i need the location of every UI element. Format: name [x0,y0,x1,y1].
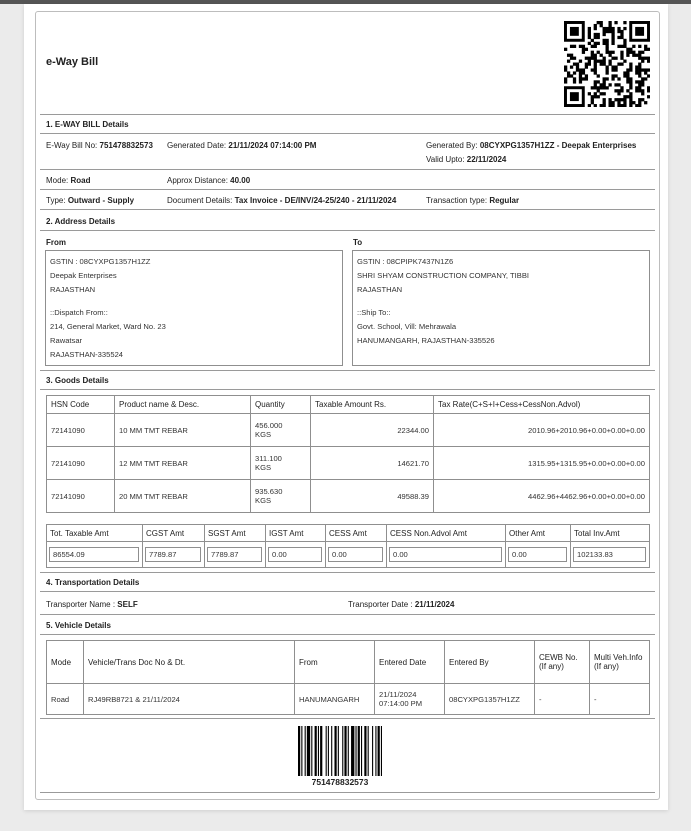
col-from: From [295,641,375,684]
quantity-cell [251,447,311,480]
section3-heading: 3. Goods Details [46,376,109,385]
divider [40,189,655,190]
col-tax-rate: Tax Rate(C+S+I+Cess+CessNon.Advol) [434,396,650,414]
product-cell: 12 MM TMT REBAR [115,447,251,480]
vehicle-header-row [47,641,650,684]
section2-heading: 2. Address Details [46,217,116,226]
totals-divider [46,541,650,542]
divider [40,230,655,231]
cess-field: 0.00 [328,547,383,562]
col-quantity: Quantity [251,396,311,414]
total-inv-label: Total Inv.Amt [574,529,620,538]
totals-col-sep [570,524,571,568]
mode-label: Mode: [46,176,69,185]
entered-by-cell: 08CYXPG1357H1ZZ [445,684,535,715]
qty-unit: KGS [255,463,272,472]
amount-cell: 49588.39 [311,480,434,513]
generated-date [167,141,316,150]
distance-value: 40.00 [230,176,251,185]
cgst-label: CGST Amt [146,529,185,538]
transaction-type [426,196,519,205]
qty-value: 311.100 [255,454,282,463]
txn-label: Transaction type: [426,196,488,205]
other-amt-field: 0.00 [508,547,567,562]
doc-label: Document Details: [167,196,233,205]
entered-date-cell [375,684,445,715]
sgst-label: SGST Amt [208,529,246,538]
to-name: SHRI SHYAM CONSTRUCTION COMPANY, TIBBI [357,271,530,280]
document-details [167,196,396,205]
tax-rate-cell: 4462.96+4462.96+0.00+0.00+0.00 [434,480,650,513]
ship-to-city: HANUMANGARH, RAJASTHAN-335526 [357,336,495,345]
doc-value: Tax Invoice - DE/INV/24-25/240 - 21/11/2024 [234,196,397,205]
mode-value: Road [70,176,91,185]
transporter-date-value: 21/11/2024 [414,600,455,609]
to-address-box [352,250,650,366]
igst-label: IGST Amt [269,529,304,538]
approx-distance [167,176,250,185]
col-hsn: HSN Code [47,396,115,414]
col-entered-by: Entered By [445,641,535,684]
table-row [47,447,650,480]
sgst-field: 7789.87 [207,547,262,562]
col-product: Product name & Desc. [115,396,251,414]
col-multi-veh: Multi Veh.Info (If any) [590,641,650,684]
barcode-number: 751478832573 [311,777,369,787]
section4-heading: 4. Transportation Details [46,578,140,587]
totals-col-sep [265,524,266,568]
qty-unit: KGS [255,496,272,505]
totals-col-sep [325,524,326,568]
hsn-cell: 72141090 [47,480,115,513]
quantity-cell [251,480,311,513]
totals-col-sep [505,524,506,568]
col-mode: Mode [47,641,84,684]
from-name: Deepak Enterprises [50,271,117,280]
from-label: From [46,238,66,247]
from-address-box [45,250,343,366]
to-label: To [353,238,363,247]
amount-cell: 14621.70 [311,447,434,480]
cess-label: CESS Amt [329,529,367,538]
ewb-no [46,141,153,150]
transporter-date [348,600,454,609]
divider [40,591,655,592]
divider [40,114,655,115]
dispatch-city: Rawatsar [50,336,83,345]
from-cell: HANUMANGARH [295,684,375,715]
divider [40,370,655,371]
hsn-cell: 72141090 [47,447,115,480]
cess-nonadvol-label: CESS Non.Advol Amt [390,529,467,538]
cewb-cell: - [535,684,590,715]
qty-unit: KGS [255,430,272,439]
tax-rate-cell: 1315.95+1315.95+0.00+0.00+0.00 [434,447,650,480]
type-label: Type: [46,196,66,205]
entered-date-value: 21/11/2024 [379,690,417,699]
col-vehicle: Vehicle/Trans Doc No & Dt. [84,641,295,684]
igst-field: 0.00 [268,547,322,562]
valid-label: Valid Upto: [426,155,465,164]
ewb-no-value: 751478832573 [99,141,153,150]
qty-value: 456.000 [255,421,283,430]
product-cell: 20 MM TMT REBAR [115,480,251,513]
cgst-field: 7789.87 [145,547,201,562]
goods-table [46,395,650,513]
tot-taxable-label: Tot. Taxable Amt [50,529,109,538]
hsn-cell: 72141090 [47,414,115,447]
divider [40,614,655,615]
from-gstin: GSTIN : 08CYXPG1357H1ZZ [50,257,151,266]
divider [40,133,655,134]
dispatch-address: 214, General Market, Ward No. 23 [50,322,166,331]
valid-upto [426,155,506,164]
cess-nonadvol-field: 0.00 [389,547,502,562]
ship-to-address: Govt. School, Vill: Mehrawala [357,322,457,331]
qr-code [564,21,650,107]
tot-taxable-field: 86554.09 [49,547,139,562]
dispatch-state: RAJASTHAN-335524 [50,350,124,359]
generated-by [426,141,636,150]
section5-heading: 5. Vehicle Details [46,621,111,630]
transporter-name [46,600,138,609]
mode [46,176,90,185]
vehicle-cell: RJ49RB8721 & 21/11/2024 [84,684,295,715]
txn-value: Regular [489,196,520,205]
gen-date-value: 21/11/2024 07:14:00 PM [228,141,317,150]
product-cell: 10 MM TMT REBAR [115,414,251,447]
table-row [47,414,650,447]
transporter-date-label: Transporter Date : [348,600,413,609]
gen-date-label: Generated Date: [167,141,227,150]
amount-cell: 22344.00 [311,414,434,447]
totals-col-sep [386,524,387,568]
entered-time-value: 07:14:00 PM [379,699,423,708]
to-state: RAJASTHAN [357,285,403,294]
divider [40,792,655,793]
dispatch-from-label: ::Dispatch From:: [50,308,108,317]
totals-col-sep [142,524,143,568]
barcode [298,726,382,776]
gen-by-label: Generated By: [426,141,478,150]
divider [40,718,655,719]
ewb-no-label: E-Way Bill No: [46,141,98,150]
section1-heading: 1. E-WAY BILL Details [46,120,129,129]
tax-rate-cell: 2010.96+2010.96+0.00+0.00+0.00 [434,414,650,447]
col-taxable-amount: Taxable Amount Rs. [311,396,434,414]
mode-cell: Road [47,684,84,715]
distance-label: Approx Distance: [167,176,228,185]
total-inv-field: 102133.83 [573,547,646,562]
from-state: RAJASTHAN [50,285,96,294]
divider [40,572,655,573]
divider [40,209,655,210]
qty-value: 935.630 [255,487,283,496]
multi-veh-cell: - [590,684,650,715]
col-entered-date: Entered Date [375,641,445,684]
divider [40,169,655,170]
totals-col-sep [204,524,205,568]
other-amt-label: Other Amt [509,529,546,538]
type-value: Outward - Supply [67,196,135,205]
to-gstin: GSTIN : 08CPIPK7437N1Z6 [357,257,454,266]
table-row [47,480,650,513]
gen-by-value: 08CYXPG1357H1ZZ - Deepak Enterprises [479,141,637,150]
page-title: e-Way Bill [46,56,99,68]
ship-to-label: ::Ship To:: [357,308,391,317]
goods-header-row [47,396,650,414]
transporter-name-value: SELF [117,600,138,609]
divider [40,389,655,390]
divider [40,634,655,635]
transporter-name-label: Transporter Name : [46,600,116,609]
supply-type [46,196,134,205]
vehicle-table [46,640,650,715]
col-cewb: CEWB No. (If any) [535,641,590,684]
table-row [47,684,650,715]
valid-value: 22/11/2024 [466,155,507,164]
quantity-cell [251,414,311,447]
